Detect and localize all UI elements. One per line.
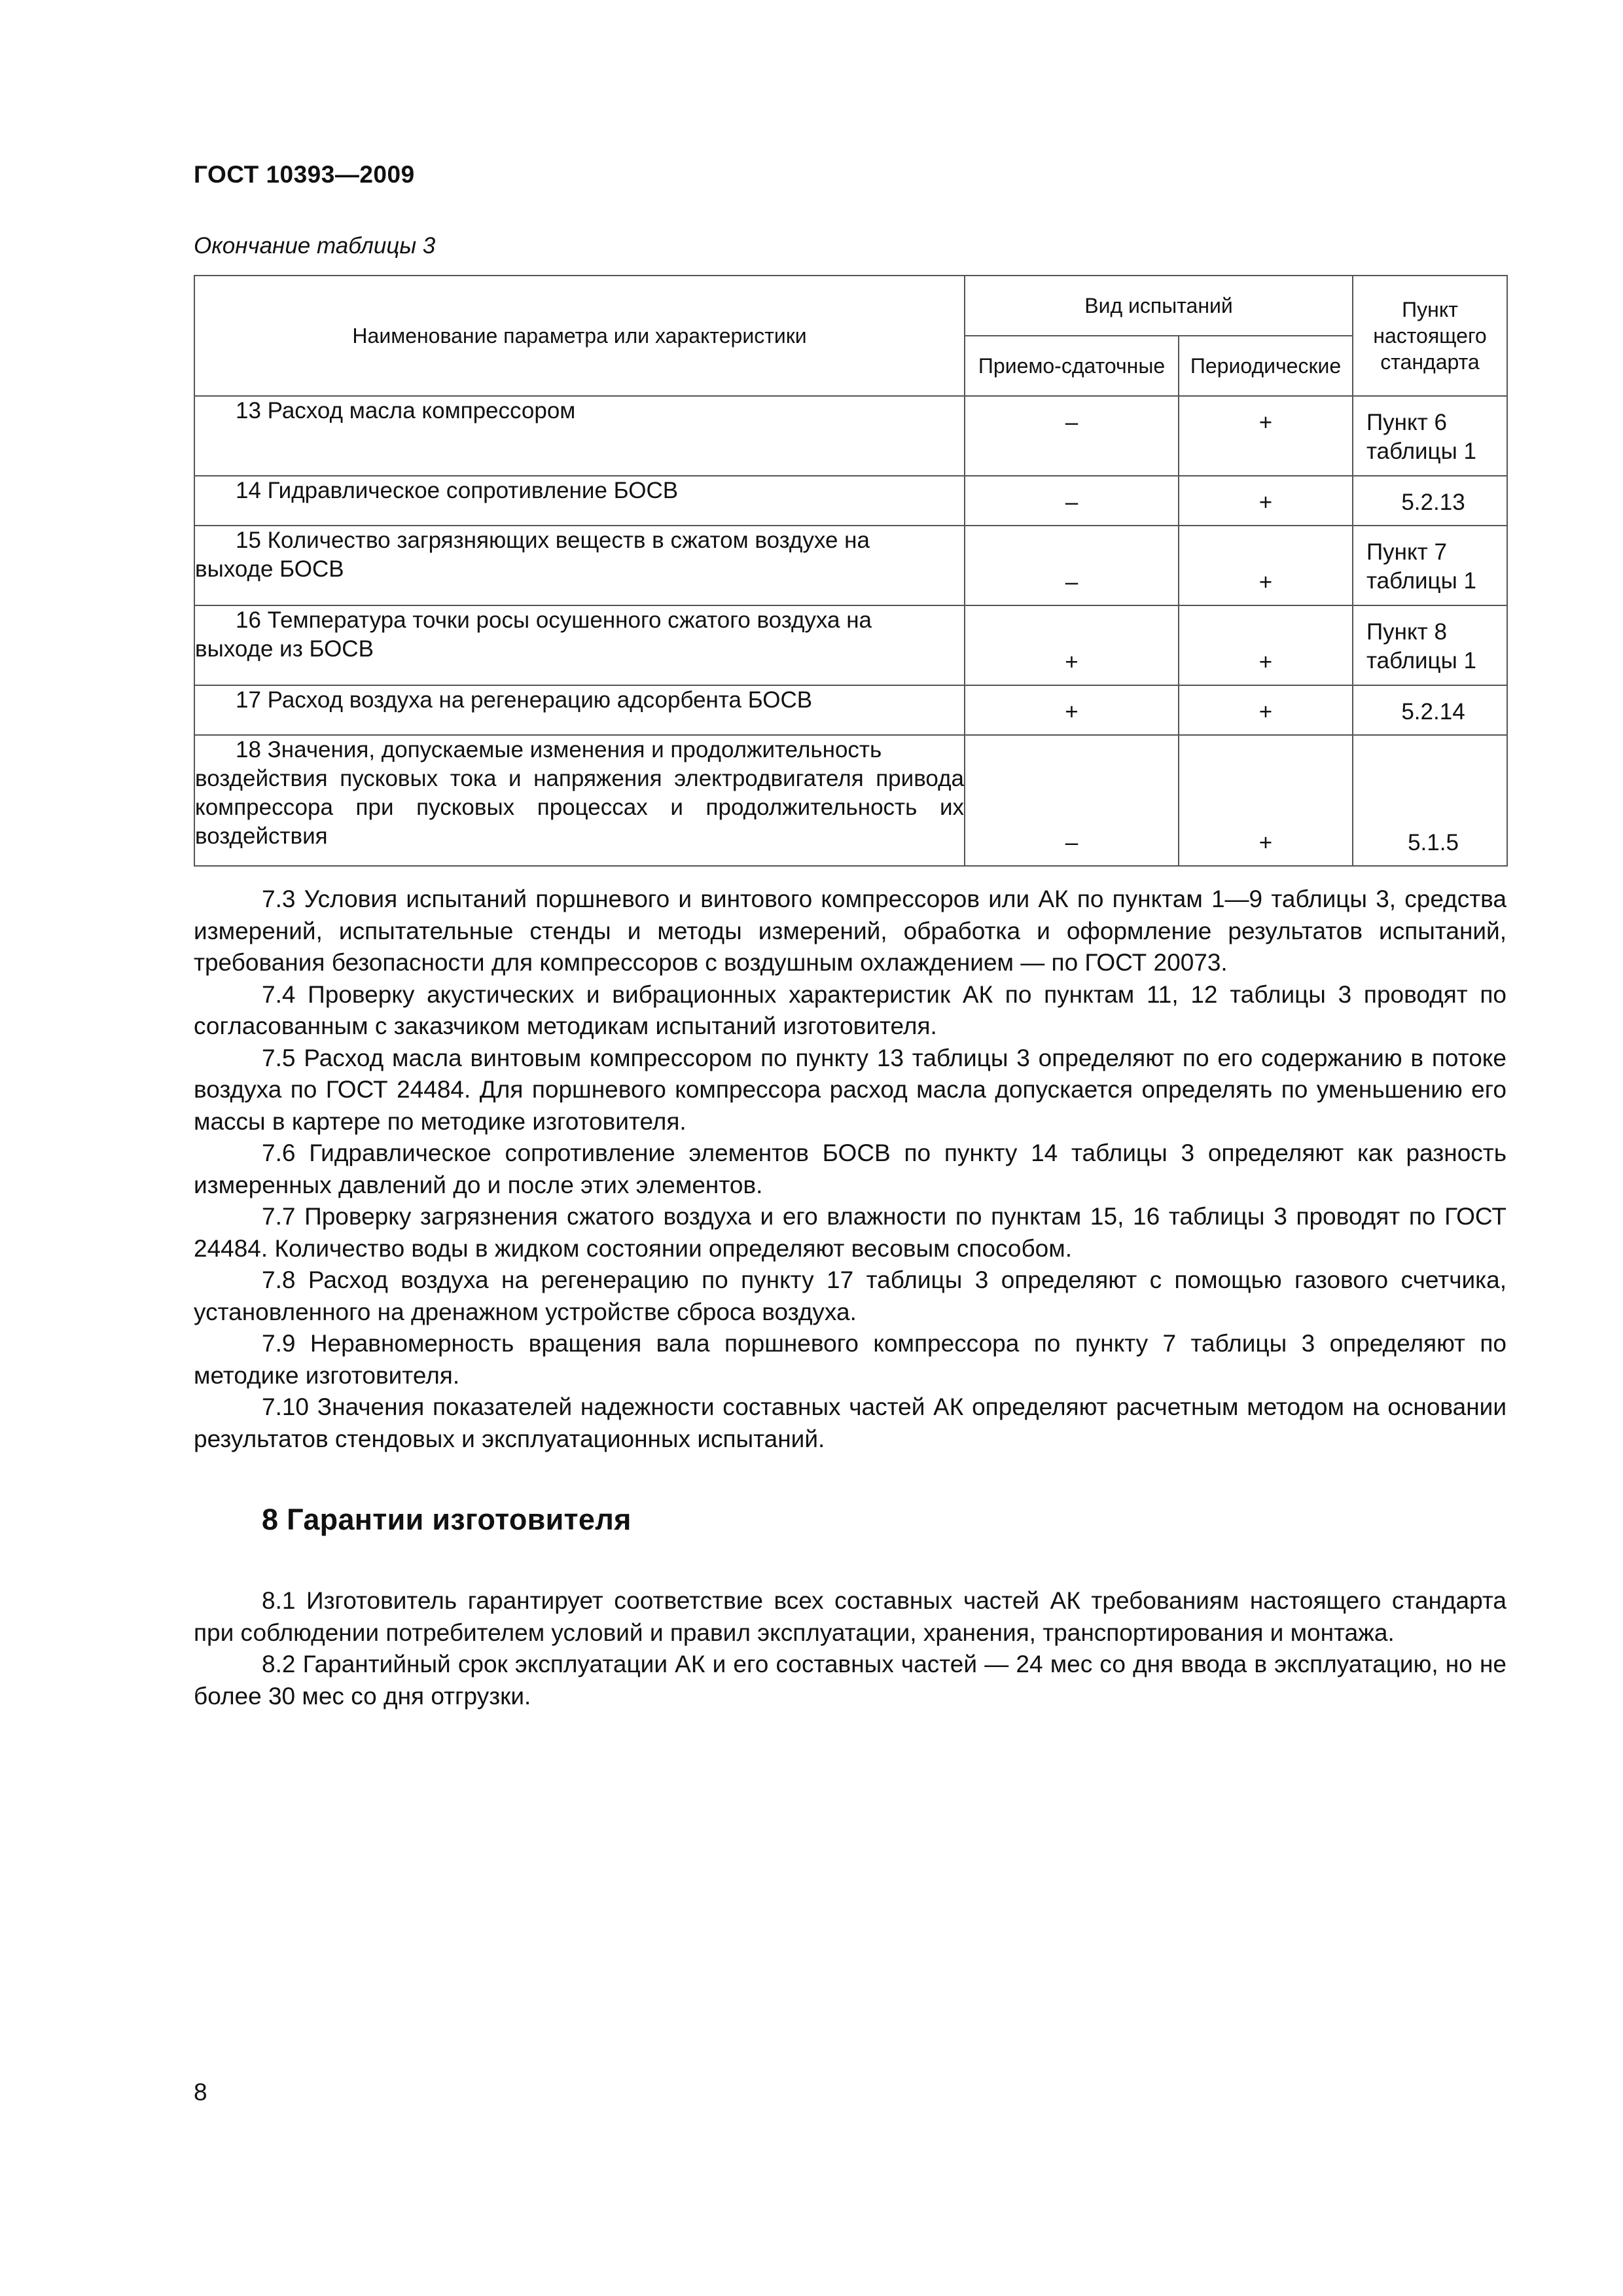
section-7-text	[194, 884, 1507, 1455]
row-acceptance: –	[965, 476, 1179, 526]
paragraph: 7.10 Значения показателей надежности составных частей АК определяют расчетным методом на основании результатов стендовых и эксплуатационных испытаний.	[194, 1393, 1507, 1452]
paragraph: 7.4 Проверку акустических и вибрационных характеристик АК по пунктам 11, 12 таблицы 3 проводят по согласованным с заказчиком методикам испытаний изготовителя.	[194, 980, 1507, 1039]
table-row	[194, 605, 1507, 685]
section-8-heading: 8 Гарантии изготовителя	[262, 1503, 632, 1536]
row-name: 17 Расход воздуха на регенерацию адсорбента БОСВ	[236, 687, 813, 713]
paragraph: 8.2 Гарантийный срок эксплуатации АК и его составных частей — 24 мес со дня ввода в эксплуатацию, но не более 30 мес со дня отгрузки.	[194, 1651, 1507, 1710]
row-name: 16 Температура точки росы осушенного сжатого воздуха на	[236, 607, 872, 633]
row-name: 18 Значения, допускаемые изменения и продолжительность	[236, 737, 882, 762]
row-clause: 5.2.14	[1353, 685, 1507, 735]
header-name: Наименование параметра или характеристики	[194, 276, 965, 396]
table-row	[194, 476, 1507, 526]
table-row	[194, 396, 1507, 476]
row-name-cont: воздействия пусковых тока и напряжения электродвигателя привода компрессора при пусковых процессах и продолжительность их воздействия	[195, 766, 964, 849]
paragraph: 7.9 Неравномерность вращения вала поршневого компрессора по пункту 7 таблицы 3 определяют по методике изготовителя.	[194, 1330, 1507, 1389]
table-row	[194, 685, 1507, 735]
row-periodic: +	[1179, 605, 1353, 685]
header-acceptance: Приемо-сдаточные	[965, 336, 1179, 396]
row-acceptance: +	[965, 605, 1179, 685]
row-clause: Пункт 8 таблицы 1	[1353, 605, 1507, 685]
row-acceptance: –	[965, 396, 1179, 476]
header-clause: Пункт настоящего стандарта	[1353, 276, 1507, 396]
paragraph: 7.8 Расход воздуха на регенерацию по пункту 17 таблицы 3 определяют с помощью газового счетчика, установленного на дренажном устройстве сброса воздуха.	[194, 1266, 1507, 1325]
header-test-type: Вид испытаний	[965, 276, 1353, 336]
row-name-cont: выходе из БОСВ	[195, 636, 374, 662]
paragraph: 7.3 Условия испытаний поршневого и винтового компрессоров или АК по пунктам 1—9 таблицы 3, средства измерений, испытательные стенды и методы измерений, обработка и оформление результатов испытаний, требования безопасности для компрессоров с воздушным охлаждением — по ГОСТ 20073.	[194, 886, 1507, 976]
row-periodic: +	[1179, 685, 1353, 735]
row-name-cont: выходе БОСВ	[195, 556, 344, 582]
row-acceptance: +	[965, 685, 1179, 735]
paragraph: 8.1 Изготовитель гарантирует соответствие всех составных частей АК требованиям настоящего стандарта при соблюдении потребителем условий и правил эксплуатации, хранения, транспортирования и монтажа.	[194, 1587, 1507, 1646]
tests-table	[194, 275, 1508, 867]
table-row	[194, 526, 1507, 605]
header-periodic: Периодические	[1179, 336, 1353, 396]
paragraph: 7.7 Проверку загрязнения сжатого воздуха и его влажности по пунктам 15, 16 таблицы 3 проводят по ГОСТ 24484. Количество воды в жидком состоянии определяют весовым способом.	[194, 1203, 1507, 1262]
section-8-text	[194, 1585, 1507, 1712]
row-clause: Пункт 6 таблицы 1	[1353, 396, 1507, 476]
row-name: 14 Гидравлическое сопротивление БОСВ	[236, 478, 679, 503]
page-number: 8	[194, 2079, 207, 2106]
row-clause: 5.2.13	[1353, 476, 1507, 526]
row-clause: Пункт 7 таблицы 1	[1353, 526, 1507, 605]
paragraph: 7.5 Расход масла винтовым компрессором по пункту 13 таблицы 3 определяют по его содержанию в потоке воздуха по ГОСТ 24484. Для поршневого компрессора расход масла допускается определять по уменьшению его массы в картере по методике изготовителя.	[194, 1044, 1507, 1135]
row-name: 15 Количество загрязняющих веществ в сжатом воздухе на	[236, 528, 870, 553]
row-clause: 5.1.5	[1353, 735, 1507, 866]
table-row	[194, 735, 1507, 866]
row-acceptance: –	[965, 735, 1179, 866]
table-caption: Окончание таблицы 3	[194, 233, 436, 259]
row-acceptance: –	[965, 526, 1179, 605]
row-periodic: +	[1179, 396, 1353, 476]
standard-header: ГОСТ 10393—2009	[194, 161, 415, 188]
row-periodic: +	[1179, 526, 1353, 605]
row-name: 13 Расход масла компрессором	[236, 398, 576, 423]
row-periodic: +	[1179, 735, 1353, 866]
paragraph: 7.6 Гидравлическое сопротивление элементов БОСВ по пункту 14 таблицы 3 определяют как разность измеренных давлений до и после этих элементов.	[194, 1139, 1507, 1198]
row-periodic: +	[1179, 476, 1353, 526]
